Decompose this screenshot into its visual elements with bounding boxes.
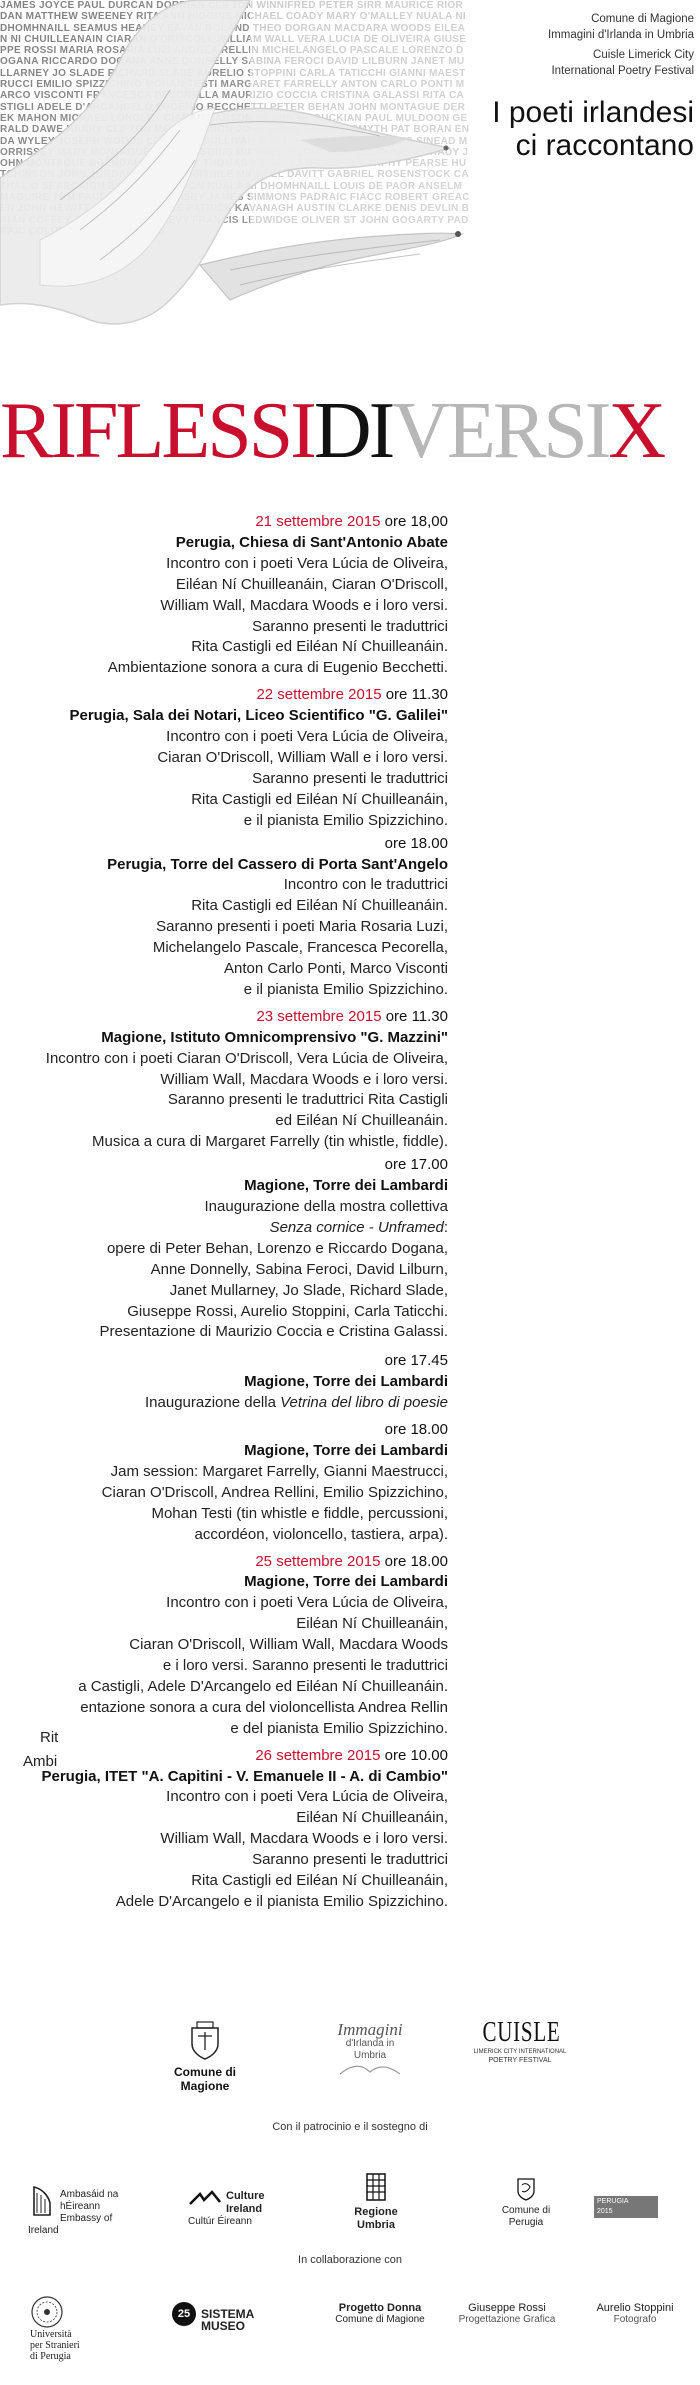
- event-date: 22 settembre 2015: [256, 686, 382, 704]
- event-venue: Magione, Torre dei Lambardi: [244, 1177, 448, 1195]
- univ-line-1: Università: [30, 2329, 72, 2340]
- event-line: Rita Castigli ed Eiléan Ní Chuilleanáin.: [191, 638, 448, 656]
- giuseppe-rossi-credit: [452, 2302, 562, 2326]
- event-line: Saranno presenti i poeti Maria Rosaria Luzi,: [156, 918, 448, 936]
- event-line: accordéon, violoncello, tastiera, arpa).: [194, 1525, 448, 1543]
- collaboration-label: In collaborazione con: [298, 2254, 402, 2266]
- event-21-sept: [8, 512, 448, 679]
- event-line: Saranno presenti le traduttrici: [252, 617, 448, 635]
- event-line: William Wall, Macdara Woods e i loro versi.: [160, 1070, 448, 1088]
- embassy-line-2: Embassy of Ireland: [28, 2213, 113, 2236]
- event-line: Eiléan Ní Chuilleanáin,: [296, 1615, 448, 1633]
- harp-icon: [28, 2185, 54, 2217]
- event-line: Inaugurazione della mostra collettiva: [204, 1198, 448, 1215]
- event-line: e del pianista Emilio Spizzichino.: [230, 1719, 448, 1737]
- event-line: Rita Castigli ed Eiléan Ní Chuilleanáin,: [191, 790, 448, 808]
- poster-header: [0, 0, 700, 475]
- event-line: Anne Donnelly, Sabina Feroci, David Lilburn,: [150, 1260, 448, 1278]
- exhibition-title-line: [8, 1218, 448, 1239]
- embassy-ireland-logo: [28, 2185, 129, 2237]
- patronage-label: Con il patrocinio e il sostegno di: [272, 2121, 428, 2133]
- event-line: Janet Mullarney, Jo Slade, Richard Slade,: [169, 1281, 448, 1299]
- aurelio-stoppini-credit: [585, 2302, 685, 2326]
- exhibition-title: Senza cornice - Unframed: [269, 1218, 444, 1236]
- rossi-line-2: Progettazione Grafica: [458, 2314, 556, 2325]
- vetrina-title: Vetrina del libro di poesie: [280, 1394, 448, 1412]
- event-line: Michelangelo Pascale, Francesca Pecorella,: [152, 939, 448, 957]
- stray-fragment-rit: Rit: [40, 1729, 59, 1746]
- universita-stranieri-logo: [30, 2295, 80, 2362]
- cuisle-sub-2: POETRY FESTIVAL: [488, 2057, 552, 2064]
- event-date: 25 settembre 2015: [255, 1552, 381, 1570]
- event-time: ore 18.00: [384, 1552, 448, 1570]
- event-venue: Magione, Torre dei Lambardi: [244, 1441, 448, 1459]
- event-line: ed Eiléan Ní Chuilleanáin.: [275, 1112, 448, 1130]
- event-line: Ambientazione sonora a cura di Eugenio Becchetti.: [107, 659, 448, 677]
- event-line: Incontro con le traduttrici: [283, 876, 448, 894]
- regione-umbria-logo: [336, 2172, 416, 2232]
- event-line: Incontro con i poeti Vera Lúcia de Oliveira,: [166, 728, 448, 746]
- immagini-irlanda-logo: [330, 2022, 410, 2081]
- university-seal-icon: [30, 2295, 64, 2329]
- culture-ireland-icon: [188, 2190, 222, 2208]
- immagini-sub-2: Umbria: [353, 2050, 387, 2061]
- event-venue: Magione, Torre dei Lambardi: [244, 1373, 448, 1391]
- comune-perugia-logo: [486, 2175, 566, 2229]
- comune-magione-logo: [150, 2020, 260, 2093]
- event-time: ore 17.00: [384, 1156, 448, 1174]
- event-line: Musica a cura di Margaret Farrelly (tin whistle, fiddle).: [92, 1133, 448, 1151]
- univ-line-3: di Perugia: [30, 2351, 71, 2362]
- event-line: a Castigli, Adele D'Arcangelo ed Eiléan Ní Chuilleanáin.: [78, 1677, 448, 1695]
- vetrina-prefix: Inaugurazione della: [145, 1394, 281, 1412]
- culture-ireland-logo: [188, 2190, 266, 2228]
- event-line: Mohan Testi (tin whistle e fiddle, percussioni,: [151, 1504, 448, 1522]
- title-x: X: [608, 387, 664, 475]
- event-23-sept: [8, 1007, 448, 1546]
- comune-magione-caption: Comune di Magione: [174, 2065, 236, 2093]
- comune-perugia-caption: Comune di Perugia: [501, 2205, 551, 2228]
- event-line: Rita Castigli ed Eiléan Ní Chuilleanáin.: [191, 897, 448, 915]
- cuisle-sub-1: LIMERICK CITY INTERNATIONAL: [473, 2049, 567, 2055]
- event-venue: Perugia, Sala dei Notari, Liceo Scientifico "G. Galilei": [69, 707, 448, 725]
- event-line: Incontro con i poeti Vera Lúcia de Oliveira,: [166, 1594, 448, 1612]
- cuisle-logo: [470, 2018, 570, 2065]
- event-line: Rita Castigli ed Eiléan Ní Chuilleanáin,: [191, 1872, 448, 1890]
- event-date: 21 settembre 2015: [255, 513, 381, 530]
- event-line: opere di Peter Behan, Lorenzo e Riccardo Dogana,: [106, 1239, 448, 1257]
- event-line: Saranno presenti le traduttrici Rita Castigli: [167, 1091, 448, 1109]
- title-line-1: I poeti irlandesi: [492, 96, 694, 129]
- event-line: Anton Carlo Ponti, Marco Visconti: [224, 960, 448, 978]
- event-line: entazione sonora a cura del violoncellista Andrea Rellin: [80, 1698, 448, 1716]
- title-riflessi: RIFLESSI: [0, 387, 314, 475]
- event-time: ore 18,00: [384, 513, 448, 530]
- page-title: [444, 96, 694, 162]
- event-venue: Perugia, Chiesa di Sant'Antonio Abate: [175, 533, 448, 551]
- riflessi-di-versi-title: [0, 387, 700, 475]
- event-venue: Magione, Torre dei Lambardi: [244, 1573, 448, 1591]
- event-line: e il pianista Emilio Spizzichino.: [243, 980, 448, 998]
- event-venue: Perugia, Torre del Cassero di Porta Sant'Angelo: [107, 855, 448, 873]
- event-26-sept: [8, 1746, 448, 1913]
- immagini-sub-1: d'Irlanda in: [345, 2038, 395, 2049]
- title-line-2: ci raccontano: [515, 129, 694, 162]
- progetto-donna-line-2: Comune di Magione: [335, 2314, 425, 2325]
- event-venue: Perugia, ITET "A. Capitini - V. Emanuele II - A. di Cambio": [41, 1767, 448, 1785]
- title-versi: VERSI: [392, 387, 609, 475]
- event-line: Adele D'Arcangelo e il pianista Emilio Spizzichino.: [115, 1893, 448, 1910]
- org-line-festival: International Poetry Festival: [551, 65, 694, 77]
- perugia-2015-line-1: PERUGIA: [597, 2198, 629, 2205]
- org-line-immagini: Immagini d'Irlanda in Umbria: [547, 29, 694, 41]
- regione-umbria-caption: Regione Umbria: [354, 2206, 398, 2231]
- programme: [8, 512, 448, 1919]
- event-line: e il pianista Emilio Spizzichino.: [243, 811, 448, 829]
- event-25-sept: [8, 1552, 448, 1740]
- event-venue: Magione, Istituto Omnicomprensivo "G. Mazzini": [101, 1028, 448, 1046]
- event-line: William Wall, Macdara Woods e i loro versi.: [160, 1830, 448, 1848]
- event-date: 26 settembre 2015: [255, 1746, 381, 1764]
- stoppini-line-1: Aurelio Stoppini: [596, 2302, 674, 2314]
- event-line: Incontro con i poeti Vera Lúcia de Oliveira,: [166, 554, 448, 572]
- sistema-museo-caption: SISTEMA MUSEO: [201, 2307, 254, 2333]
- univ-line-2: per Stranieri: [30, 2340, 80, 2351]
- perugia-2015-line-2: 2015: [597, 2208, 613, 2215]
- hills-icon: [340, 2062, 400, 2076]
- culture-line-2: Cultúr Éireann: [188, 2216, 252, 2227]
- sistema-museo-logo: [172, 2302, 272, 2332]
- event-line: Saranno presenti le traduttrici: [252, 769, 448, 787]
- event-22-sept: [8, 685, 448, 1001]
- perugia-2015-logo: [594, 2196, 678, 2220]
- event-line: Jam session: Margaret Farrelly, Gianni Maestrucci,: [110, 1462, 448, 1480]
- org-line-cuisle: Cuisle Limerick City: [593, 49, 694, 61]
- exhibition-suffix: :: [443, 1218, 448, 1236]
- griffin-crest-icon: [516, 2175, 536, 2201]
- coat-of-arms-icon: [188, 2020, 222, 2060]
- event-line: Saranno presenti le traduttrici: [252, 1851, 448, 1869]
- vetrina-line: [8, 1393, 448, 1414]
- event-line: William Wall, Macdara Woods e i loro versi.: [160, 596, 448, 614]
- event-time: ore 17.45: [384, 1352, 448, 1370]
- event-line: Incontro con i poeti Vera Lúcia de Oliveira,: [166, 1788, 448, 1806]
- event-date: 23 settembre 2015: [256, 1007, 382, 1025]
- culture-line-1: Culture Ireland: [226, 2190, 265, 2215]
- progetto-donna-line-1: Progetto Donna: [338, 2302, 422, 2314]
- event-line: Incontro con i poeti Ciaran O'Driscoll, Vera Lúcia de Oliveira,: [45, 1049, 448, 1067]
- event-line: e i loro versi. Saranno presenti le traduttrici: [162, 1657, 448, 1675]
- rossi-line-1: Giuseppe Rossi: [468, 2302, 546, 2314]
- event-time: ore 11.30: [385, 686, 448, 704]
- embassy-line-1: Ambasáid na hÉireann: [60, 2189, 119, 2212]
- event-line: Eiléan Ní Chuilleanáin,: [296, 1809, 448, 1827]
- stoppini-line-2: Fotografo: [613, 2314, 657, 2325]
- immagini-wordmark: Immagini: [337, 2020, 403, 2039]
- event-line: Presentazione di Maurizio Coccia e Cristina Galassi.: [99, 1323, 448, 1341]
- cuisle-wordmark: CUISLE: [482, 2017, 561, 2048]
- regione-umbria-icon: [365, 2172, 387, 2202]
- org-line-comune: Comune di Magione: [591, 13, 694, 25]
- event-time: ore 18.00: [384, 834, 448, 852]
- event-line: Ciaran O'Driscoll, Andrea Rellini, Emilio Spizzichino,: [101, 1483, 448, 1501]
- event-line: Ciaran O'Driscoll, William Wall, Macdara Woods: [129, 1636, 448, 1654]
- title-di: DI: [313, 387, 393, 475]
- stray-fragment-ambi: Ambi: [23, 1753, 58, 1770]
- event-time: ore 10.00: [384, 1746, 448, 1764]
- event-time: ore 11.30: [385, 1007, 448, 1025]
- event-line: Ciaran O'Driscoll, William Wall e i loro versi.: [157, 748, 448, 766]
- organizer-lines: [464, 12, 694, 80]
- event-line: Giuseppe Rossi, Aurelio Stoppini, Carla Taticchi.: [127, 1302, 448, 1320]
- event-time: ore 18.00: [384, 1421, 448, 1439]
- progetto-donna-logo: [330, 2302, 430, 2326]
- sistema-museo-badge: 25: [172, 2302, 196, 2326]
- event-line: Eiléan Ní Chuilleanáin, Ciaran O'Driscoll,: [175, 575, 448, 593]
